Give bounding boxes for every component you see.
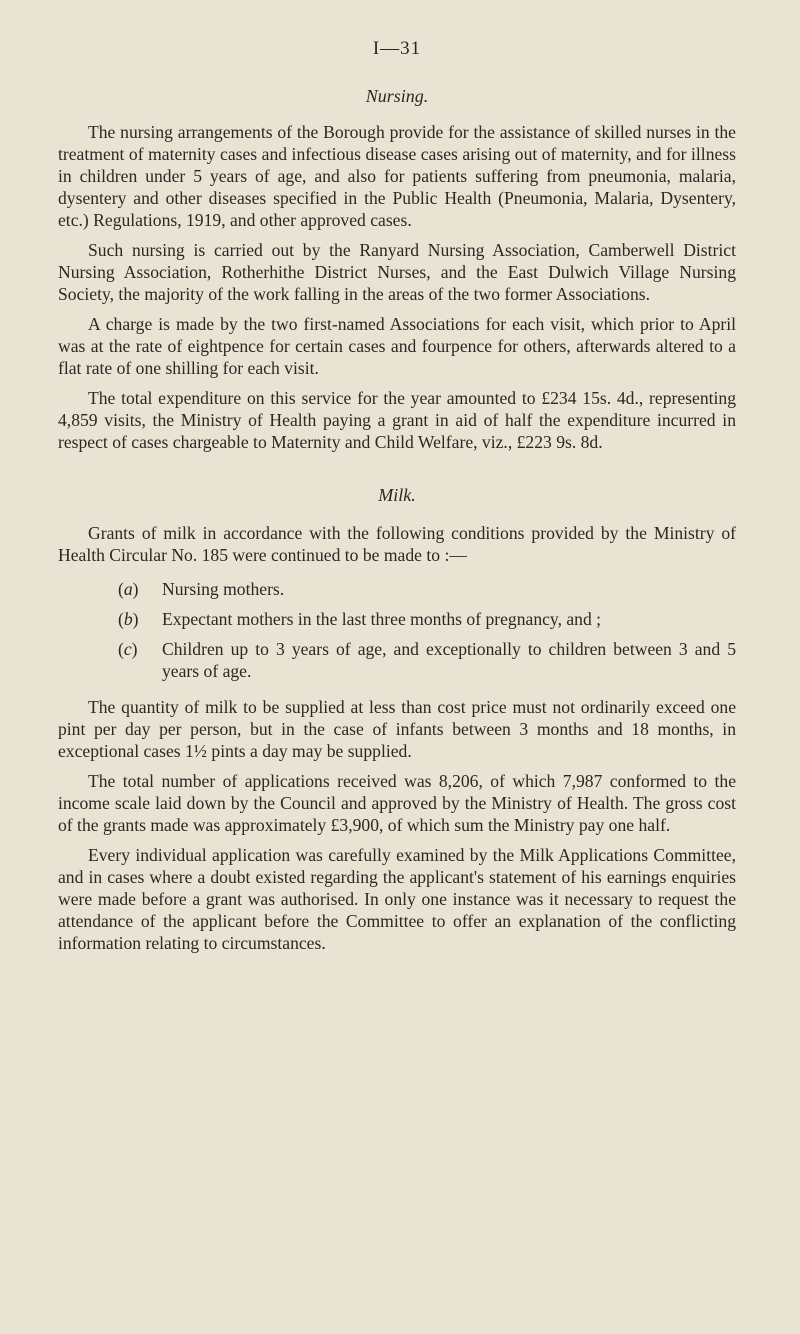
list-item-marker: (c)	[118, 639, 138, 659]
list-item-marker: (a)	[118, 579, 139, 599]
milk-heading: Milk.	[378, 485, 416, 505]
milk-conditions-list	[58, 578, 736, 682]
nursing-heading: Nursing.	[365, 86, 429, 106]
milk-paragraph: The total number of applications received was 8,206, of which 7,987 conformed to the income scale laid down by the Council and approved by the Ministry of Health. The gross cost of the grants made was approximately £3,900, of which sum the Ministry pay one half.	[58, 771, 736, 835]
list-item	[118, 638, 736, 682]
list-item	[118, 608, 736, 630]
list-item	[118, 578, 736, 600]
list-item-text: Children up to 3 years of age, and exceptionally to children between 3 and 5 years of age.	[162, 639, 736, 681]
nursing-paragraph: Such nursing is carried out by the Ranyard Nursing Association, Camberwell District Nursing Association, Rotherhithe District Nurses, and the East Dulwich Village Nursing Society, the majority of the work falling in the areas of the two former Associations.	[58, 240, 736, 304]
milk-paragraph: Every individual application was carefully examined by the Milk Applications Committee, and in cases where a doubt existed regarding the applicant's statement of his earnings enquiries were made before a grant was authorised. In only one instance was it necessary to request the attendance of the applicant before the Committee to offer an explanation of the conflicting information relating to circumstances.	[58, 845, 736, 953]
list-item-text: Nursing mothers.	[162, 579, 285, 599]
nursing-paragraph: The total expenditure on this service for the year amounted to £234 15s. 4d., representing 4,859 visits, the Ministry of Health paying a grant in aid of half the expenditure incurred in respect of cases chargeable to Maternity and Child Welfare, viz., £223 9s. 8d.	[58, 388, 736, 452]
nursing-paragraph: The nursing arrangements of the Borough provide for the assistance of skilled nurses in the treatment of maternity cases and infectious disease cases arising out of maternity, and for illness in children under 5 years of age, and also for patients suffering from pneumonia, malaria, dysentery and other diseases specified in the Public Health (Pneumonia, Malaria, Dysentery, etc.) Regulations, 1919, and other approved cases.	[58, 122, 736, 230]
nursing-paragraph: A charge is made by the two first-named Associations for each visit, which prior to April was at the rate of eightpence for certain cases and fourpence for others, afterwards altered to a flat rate of one shilling for each visit.	[58, 314, 736, 378]
page-number: I—31	[372, 38, 422, 59]
milk-paragraph: The quantity of milk to be supplied at less than cost price must not ordinarily exceed one pint per day per person, but in the case of infants between 3 months and 18 months, in exceptional cases 1½ pints a day may be supplied.	[58, 697, 736, 761]
milk-intro-paragraph: Grants of milk in accordance with the following conditions provided by the Ministry of Health Circular No. 185 were continued to be made to :—	[58, 523, 736, 565]
list-item-text: Expectant mothers in the last three months of pregnancy, and ;	[162, 609, 602, 629]
list-item-marker: (b)	[118, 609, 139, 629]
